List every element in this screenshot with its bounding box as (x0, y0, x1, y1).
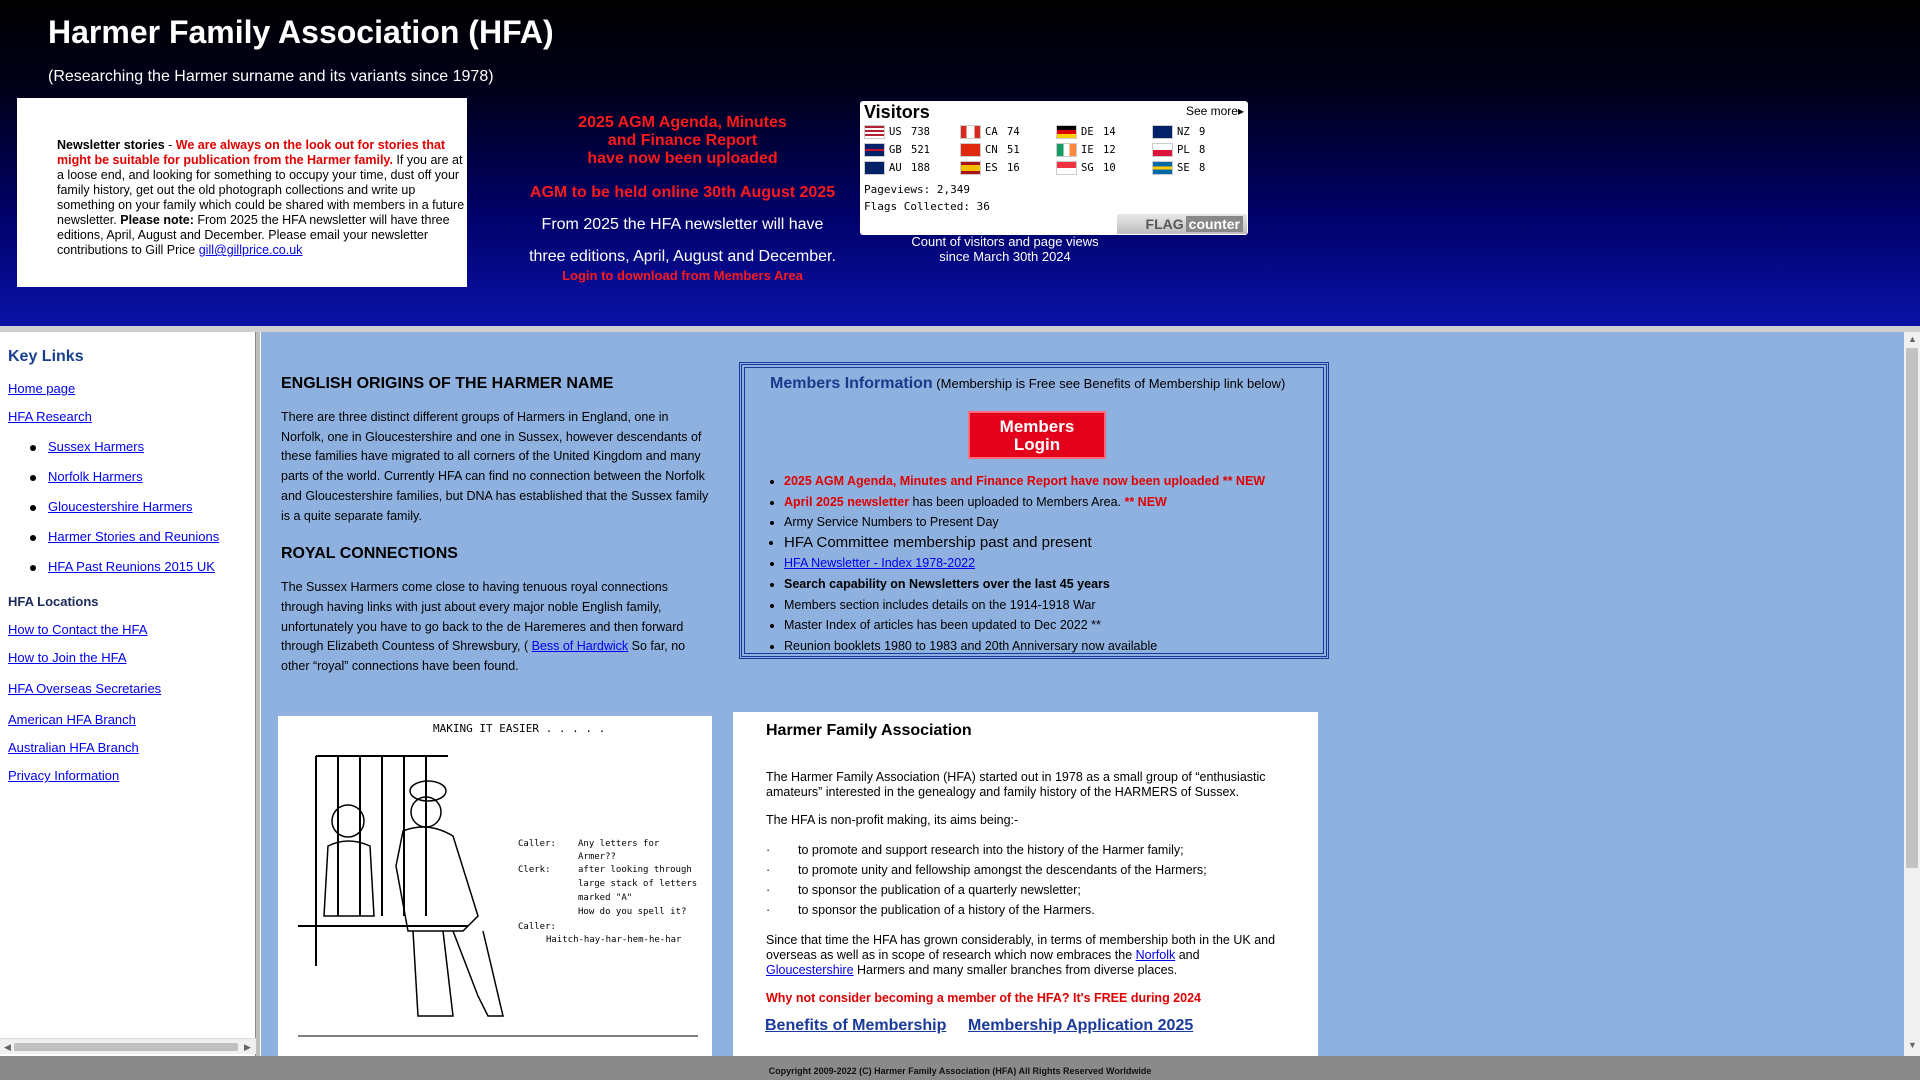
flag-count: 14 (1103, 126, 1116, 138)
scrollbar-thumb[interactable] (1906, 348, 1918, 868)
caller-line-2: Armer?? (578, 852, 616, 862)
list-item: • Master Index of articles has been updated to Dec 2022 ** (784, 617, 1324, 634)
flag-ca-icon (960, 125, 981, 139)
flag-code: DE (1081, 126, 1094, 138)
royal-heading: ROYAL CONNECTIONS (281, 545, 458, 563)
clerk-label: Clerk: (518, 865, 551, 875)
bullet-icon (30, 505, 36, 511)
flag-count: 521 (911, 144, 930, 156)
caller2-answer: Haitch-hay-har-hem-he-har (546, 935, 682, 945)
site-title: Harmer Family Association (HFA) (48, 14, 554, 50)
aim-text: to promote unity and fellowship amongst the descendants of the Harmers; (798, 863, 1207, 877)
frame-border (256, 332, 260, 1056)
members-title-main: Members Information (770, 375, 933, 392)
agm-line-1: 2025 AGM Agenda, Minutes (578, 114, 787, 131)
flag-se-icon (1152, 161, 1173, 175)
newsletter-sep: - (164, 138, 176, 152)
hfa-growth-paragraph (766, 933, 1286, 978)
growth-text-1: Since that time the HFA has grown considerably, in terms of membership both in the UK and overseas as well as in scope of research which now embraces the (766, 933, 1276, 962)
sidebar-item-norfolk[interactable]: Norfolk Harmers (48, 469, 143, 484)
sidebar-heading: Key Links (8, 348, 84, 365)
membership-application-link[interactable]: Membership Application 2025 (968, 1017, 1194, 1034)
origins-section (281, 374, 713, 695)
sidebar-item-australian[interactable]: Australian HFA Branch (8, 740, 139, 755)
aim-text: to sponsor the publication of a quarterly newsletter; (798, 883, 1081, 897)
benefits-of-membership-link[interactable]: Benefits of Membership (765, 1017, 947, 1034)
list-item: • Army Service Numbers to Present Day (784, 514, 1324, 531)
agm-line-3: have now been uploaded (587, 150, 778, 167)
hfa-info-box (733, 712, 1318, 1056)
flag-code: SE (1177, 162, 1190, 174)
flag-counter-see-more[interactable] (1186, 104, 1244, 118)
flag-pl-icon (1152, 143, 1173, 157)
clerk-line-1: after looking through (578, 865, 692, 875)
newsletter-note: From 2025 the HFA newsletter will have three editions, April, August and December. Please email your newsletter contributions to Gill Price (57, 213, 450, 257)
royal-text-1: The Sussex Harmers come close to having tenuous royal connections through having links with just about every major noble English family, unfortunately you have to go back to the de Haremeres and then forward through Elizabeth Countess of Shrewsbury, ( (281, 580, 684, 654)
hfa-intro: The Harmer Family Association (HFA) started out in 1978 as a small group of “enthusiastic amateurs” interested in the genealogy and family history of the HARMERS of Sussex. (766, 770, 1266, 799)
caller2-label: Caller: (518, 922, 556, 932)
flag-code: PL (1177, 144, 1190, 156)
flag-counter-logo[interactable] (1117, 214, 1247, 234)
hfa-title: Harmer Family Association (766, 722, 972, 739)
flag-code: NZ (1177, 126, 1190, 138)
cartoon-drawing (278, 716, 712, 1056)
norfolk-link[interactable]: Norfolk (1135, 948, 1176, 962)
newsletter-body: If you are at a loose end, and looking for something to occupy your time, dust off your family history, get out the old photograph collections and write up something on your family which could be shared with members in a future newsletter. (57, 153, 465, 227)
flag-count: 738 (911, 126, 930, 138)
list-item (766, 843, 1184, 857)
members-information-box (739, 362, 1329, 659)
royal-paragraph (281, 578, 713, 677)
list-item: • Members section includes details on the 1914-1918 War (784, 597, 1324, 614)
scrollbar-thumb[interactable] (14, 1043, 238, 1051)
flag-count: 16 (1007, 162, 1020, 174)
sidebar-item-contact[interactable]: How to Contact the HFA (8, 622, 148, 637)
scroll-down-icon[interactable]: ▼ (1908, 1040, 1917, 1050)
members-news-list (764, 473, 1324, 658)
sidebar-item-overseas[interactable]: HFA Overseas Secretaries (8, 681, 162, 696)
flag-code: GB (889, 144, 902, 156)
new-badge: ** NEW (1124, 494, 1167, 509)
list-item (784, 494, 1324, 511)
list-item: • Reunion booklets 1980 to 1983 and 20th Anniversary now available (784, 638, 1324, 655)
caption-line-1: Count of visitors and page views (911, 234, 1099, 249)
members-login-button[interactable] (968, 411, 1106, 459)
clerk-line-2: large stack of letters (578, 879, 698, 889)
flag-count: 10 (1103, 162, 1116, 174)
bullet-icon (30, 535, 36, 541)
origins-paragraph: There are three distinct different groups of Harmers in England, one in Norfolk, one in Gloucestershire and one in Sussex, however descendants of these families have migrated to all corners of the United Kingdom and many parts of the world. Currently HFA can find no connection between the Norfolk and Gloucestershire families, but DNA has established that the Sussex family is a quite separate family. (281, 410, 709, 523)
scroll-up-icon[interactable]: ▲ (1908, 334, 1917, 344)
flag-de-icon (1056, 125, 1077, 139)
flag-row-pl (1152, 141, 1247, 159)
hfa-aims-intro: The HFA is non-profit making, its aims being:- (766, 813, 1019, 827)
newsletter-label: Newsletter stories (57, 138, 165, 152)
caller-label: Caller: (518, 839, 556, 849)
agm-line-2: and Finance Report (607, 132, 758, 149)
bess-of-hardwick-link[interactable]: Bess of Hardwick (531, 639, 629, 654)
origins-heading: ENGLISH ORIGINS OF THE HARMER NAME (281, 375, 614, 392)
flag-count: 9 (1199, 126, 1206, 138)
list-item (784, 473, 1324, 490)
flag-count: 188 (911, 162, 930, 174)
flag-code: IE (1081, 144, 1094, 156)
agm-login-notice: Login to download from Members Area (562, 268, 803, 283)
flag-counter-collected: Flags Collected: 36 (864, 200, 990, 213)
flag-counter-pageviews: Pageviews: 2,349 (864, 183, 970, 196)
flag-row-sg (1056, 159, 1151, 177)
flag-us-icon (864, 125, 885, 139)
sidebar (0, 332, 256, 1056)
sidebar-item-sussex[interactable]: Sussex Harmers (48, 439, 145, 454)
sidebar-item-research[interactable]: HFA Research (8, 409, 92, 424)
flag-row-gb (864, 141, 959, 159)
cartoon-bars (298, 756, 468, 966)
sidebar-item-join[interactable]: How to Join the HFA (8, 650, 127, 665)
flag-counter-widget[interactable] (860, 101, 1248, 235)
login-button-line-2: Login (1013, 435, 1061, 454)
see-more-label: See more (1185, 104, 1238, 118)
scroll-left-icon[interactable]: ◀ (4, 1042, 11, 1052)
flag-row-nz (1152, 123, 1247, 141)
flag-code: SG (1081, 162, 1094, 174)
flag-sg-icon (1056, 161, 1077, 175)
bullet-icon: · (766, 883, 771, 897)
flag-gb-icon (864, 143, 885, 157)
flag-row-cn (960, 141, 1055, 159)
april-newsletter-text: has been uploaded to Members Area. (909, 494, 1125, 509)
caller-line-1: Any letters for (578, 839, 660, 849)
cartoon-dialogue (518, 839, 697, 945)
bullet-icon (30, 445, 36, 451)
bullet-icon: · (766, 863, 771, 877)
flag-nz-icon (1152, 125, 1173, 139)
flag-code: US (889, 126, 902, 138)
flag-count: 12 (1103, 144, 1116, 156)
main-content (261, 332, 1904, 1056)
list-item (766, 883, 1081, 897)
aim-text: to promote and support research into the history of the Harmer family; (798, 843, 1184, 857)
copyright-text: Copyright 2009-2022 (C) Harmer Family Association (HFA) All Rights Reserved Worldwide (768, 1066, 1152, 1076)
footer (0, 1056, 1920, 1080)
bullet-icon: · (766, 843, 771, 857)
flag-row-de (1056, 123, 1151, 141)
caption-line-2: since March 30th 2024 (939, 249, 1071, 264)
royal-text-2: So far, no other “royal” connections have been found. (281, 639, 686, 674)
membership-cta: Why not consider becoming a member of the HFA? It's FREE during 2024 (766, 991, 1201, 1005)
flag-code: CN (985, 144, 998, 156)
sidebar-item-past-reunions[interactable]: HFA Past Reunions 2015 UK (48, 559, 215, 574)
growth-text-2: Harmers and many smaller branches from diverse places. (853, 963, 1178, 977)
list-item (766, 903, 1095, 917)
clerk-line-3: marked "A" (578, 893, 633, 903)
sidebar-item-stories[interactable]: Harmer Stories and Reunions (48, 529, 220, 544)
flag-row-es (960, 159, 1055, 177)
gloucestershire-link[interactable]: Gloucestershire (766, 963, 854, 977)
april-newsletter-title: April 2025 newsletter (784, 494, 910, 509)
counter-logo-word: counter (1186, 216, 1243, 232)
list-item: • Search capability on Newsletters over the last 45 years (784, 576, 1324, 593)
main-vertical-scrollbar[interactable] (1904, 332, 1920, 1056)
members-title (770, 375, 1285, 393)
newsletter-highlight: We are always on the look out for stories that might be suitable for publication from the Harmer family. (57, 138, 446, 167)
flag-count: 51 (1007, 144, 1020, 156)
flag-code: ES (985, 162, 998, 174)
flag-cn-icon (960, 143, 981, 157)
agm-editions-1: From 2025 the HFA newsletter will have (541, 216, 824, 233)
agm-upload-news: 2025 AGM Agenda, Minutes and Finance Report have now been uploaded ** NEW (784, 474, 1266, 488)
newsletter-box (17, 98, 467, 287)
bullet-icon (30, 565, 36, 571)
cartoon-caller (396, 781, 503, 1016)
and-text: and (1175, 948, 1200, 962)
flag-code: AU (889, 162, 902, 174)
aim-text: to sponsor the publication of a history of the Harmers. (798, 903, 1095, 917)
site-subtitle: (Researching the Harmer surname and its variants since 1978) (48, 68, 494, 85)
triangle-right-icon: ▸ (1237, 104, 1244, 118)
flag-es-icon (960, 161, 981, 175)
bullet-icon (30, 475, 36, 481)
list-item: • HFA Committee membership past and present (784, 535, 1324, 552)
flag-au-icon (864, 161, 885, 175)
flag-count: 8 (1199, 162, 1206, 174)
flag-count: 74 (1007, 126, 1020, 138)
sidebar-item-home[interactable]: Home page (8, 381, 76, 396)
flag-logo-word: FLAG (1145, 216, 1184, 232)
clerk-line-4: How do you spell it? (578, 907, 687, 917)
newsletter-index-link[interactable]: HFA Newsletter - Index 1978-2022 (784, 556, 976, 571)
agm-editions-2: three editions, April, August and December. (529, 248, 836, 265)
sidebar-item-gloucestershire[interactable]: Gloucestershire Harmers (48, 499, 193, 514)
bullet-icon: · (766, 903, 771, 917)
flag-counter-title: Visitors (864, 102, 930, 122)
cartoon-image (278, 716, 712, 1056)
flag-code: CA (985, 126, 998, 138)
flag-row-se (1152, 159, 1247, 177)
sidebar-horizontal-scrollbar[interactable] (0, 1038, 256, 1054)
agm-notice (510, 114, 855, 283)
flag-count: 8 (1199, 144, 1206, 156)
agm-held-notice: AGM to be held online 30th August 2025 (529, 184, 836, 201)
cartoon-title: MAKING IT EASIER . . . . . (433, 722, 606, 735)
flag-row-au (864, 159, 959, 177)
list-item (784, 555, 1324, 572)
list-item (766, 863, 1207, 877)
sidebar-item-american[interactable]: American HFA Branch (8, 712, 136, 727)
flag-row-ie (1056, 141, 1151, 159)
flag-ie-icon (1056, 143, 1077, 157)
flag-row-us (864, 123, 959, 141)
login-button-line-1: Members (999, 417, 1075, 436)
newsletter-email-link[interactable]: gill@gillprice.co.uk (198, 243, 303, 257)
newsletter-note-label: Please note: (120, 213, 194, 227)
cartoon-clerk (324, 805, 374, 916)
sidebar-item-privacy[interactable]: Privacy Information (8, 768, 120, 783)
scroll-right-icon[interactable]: ▶ (244, 1042, 251, 1052)
members-title-note: (Membership is Free see Benefits of Membership link below) (932, 376, 1286, 391)
flag-counter-caption (860, 234, 1150, 264)
sidebar-locations-heading: HFA Locations (8, 594, 99, 609)
site-header (0, 0, 1920, 326)
flag-row-ca (960, 123, 1055, 141)
